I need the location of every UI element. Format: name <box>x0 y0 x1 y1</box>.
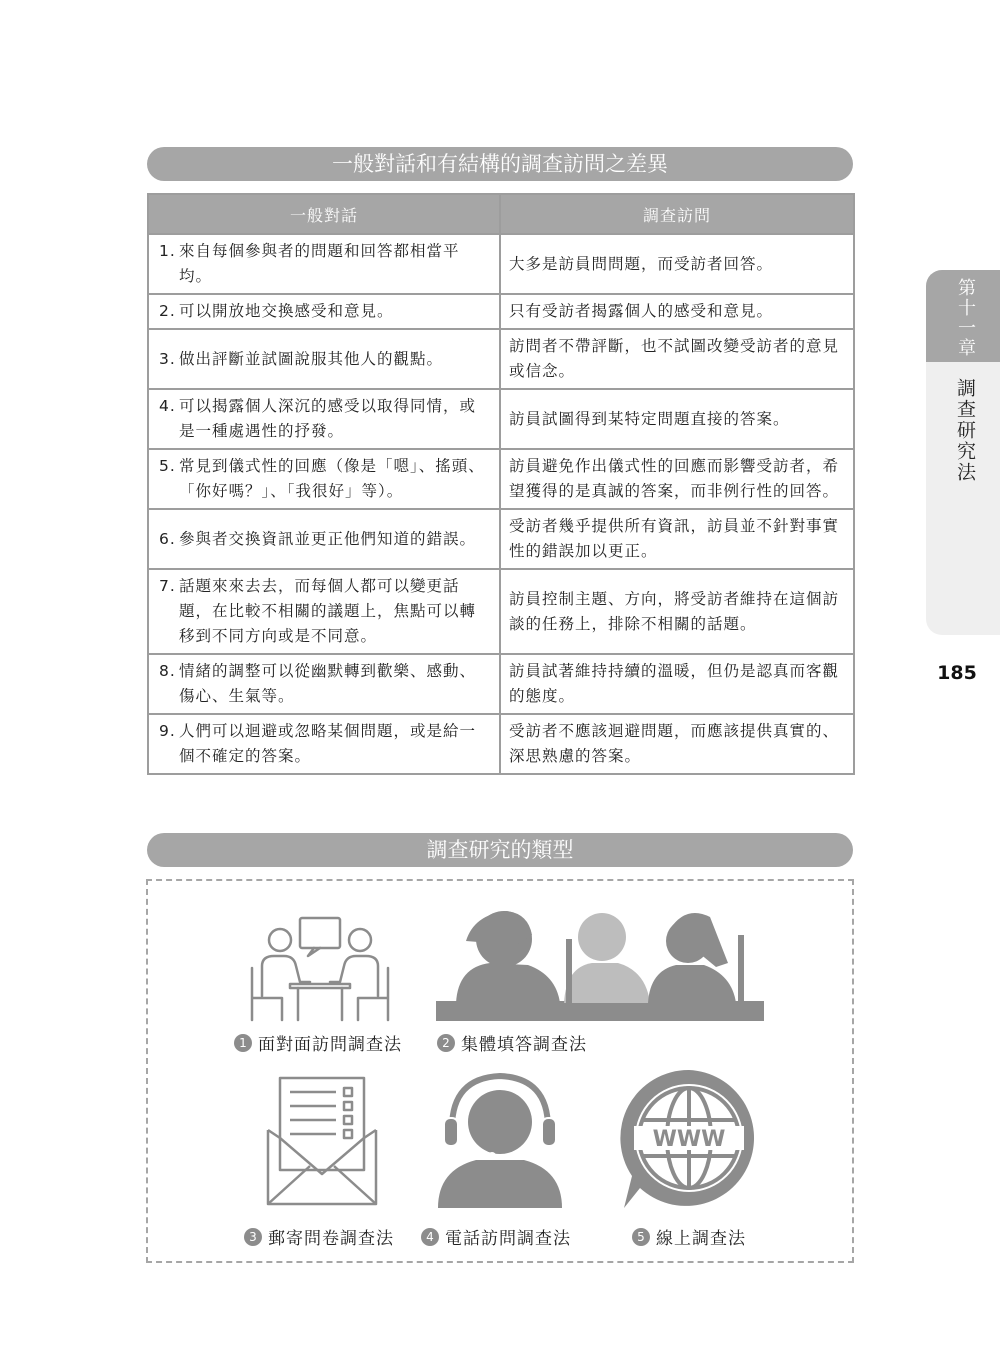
mail-envelope-icon <box>266 1076 378 1208</box>
survey-type-2-label: 集體填答調查法 <box>461 1035 587 1055</box>
item-number: 9. <box>159 722 176 740</box>
chapter-marker <box>926 270 1000 362</box>
survey-type-5-number: 5 <box>632 1228 650 1246</box>
item-number: 4. <box>159 397 176 415</box>
conversation-text: 可以揭露個人深沉的感受以取得同情，或是一種處遇性的抒發。 <box>179 397 477 440</box>
numbered-item <box>159 394 491 444</box>
conversation-cell <box>148 294 500 329</box>
item-number: 8. <box>159 662 176 680</box>
face-to-face-interview-icon <box>248 914 392 1024</box>
item-number: 6. <box>159 529 176 548</box>
conversation-cell <box>148 389 500 449</box>
numbered-item <box>159 239 491 289</box>
survey-type-2 <box>437 1030 587 1055</box>
numbered-item <box>159 454 491 504</box>
survey-type-3-label: 郵寄問卷調查法 <box>268 1229 394 1249</box>
conversation-cell <box>148 509 500 569</box>
table-row <box>148 714 854 774</box>
item-number: 5. <box>159 457 176 475</box>
types-section-title: 調查研究的類型 <box>147 833 853 867</box>
item-number: 7. <box>159 577 176 595</box>
table-row <box>148 509 854 569</box>
numbered-item <box>159 347 491 372</box>
survey-type-3-number: 3 <box>244 1228 262 1246</box>
chapter-title: 調查研究法 <box>954 378 976 483</box>
chapter-side-tab <box>926 270 1000 635</box>
survey-type-5-label: 線上調查法 <box>656 1229 746 1249</box>
table-row <box>148 389 854 449</box>
survey-cell: 訪問者不帶評斷，也不試圖改變受訪者的意見或信念。 <box>500 329 854 389</box>
table-row <box>148 234 854 294</box>
www-text: WWW <box>652 1127 726 1152</box>
survey-cell: 訪員控制主題、方向，將受訪者維持在這個訪談的任務上，排除不相關的話題。 <box>500 569 854 654</box>
conversation-cell <box>148 714 500 774</box>
table-row <box>148 329 854 389</box>
conversation-text: 情緒的調整可以從幽默轉到歡樂、感動、傷心、生氣等。 <box>179 662 477 705</box>
item-number: 3. <box>159 349 176 368</box>
conversation-text: 參與者交換資訊並更正他們知道的錯誤。 <box>179 529 477 548</box>
survey-type-4-label: 電話訪問調查法 <box>445 1229 571 1249</box>
item-number: 2. <box>159 302 176 320</box>
numbered-item <box>159 299 491 324</box>
survey-cell: 只有受訪者揭露個人的感受和意見。 <box>500 294 854 329</box>
table-row <box>148 449 854 509</box>
survey-type-4 <box>421 1224 571 1249</box>
survey-type-3 <box>244 1224 394 1249</box>
comparison-section-title: 一般對話和有結構的調查訪問之差異 <box>147 147 853 181</box>
telephone-headset-icon <box>436 1070 564 1210</box>
group-questionnaire-icon <box>436 905 764 1021</box>
column-header-conversation: 一般對話 <box>148 194 500 234</box>
survey-type-4-number: 4 <box>421 1228 439 1246</box>
comparison-table <box>147 193 855 775</box>
page-number: 185 <box>937 662 977 684</box>
table-row <box>148 294 854 329</box>
table-row <box>148 654 854 714</box>
conversation-cell <box>148 329 500 389</box>
survey-cell: 訪員避免作出儀式性的回應而影響受訪者，希望獲得的是真誠的答案，而非例行性的回答。 <box>500 449 854 509</box>
survey-cell: 訪員試著維持持續的溫暖，但仍是認真而客觀的態度。 <box>500 654 854 714</box>
survey-type-5 <box>632 1224 746 1249</box>
numbered-item <box>159 574 491 649</box>
conversation-text: 做出評斷並試圖說服其他人的觀點。 <box>179 349 444 368</box>
survey-type-1 <box>234 1030 402 1055</box>
conversation-cell <box>148 234 500 294</box>
numbered-item <box>159 719 491 769</box>
survey-cell: 受訪者不應該迴避問題，而應該提供真實的、深思熟慮的答案。 <box>500 714 854 774</box>
table-row <box>148 569 854 654</box>
conversation-text: 可以開放地交換感受和意見。 <box>179 302 394 320</box>
conversation-text: 話題來來去去，而每個人都可以變更話題，在比較不相關的議題上，焦點可以轉移到不同方向或是不同意。 <box>179 577 477 645</box>
www-globe-icon <box>618 1068 760 1212</box>
conversation-text: 來自每個參與者的問題和回答都相當平均。 <box>179 242 460 285</box>
survey-cell: 訪員試圖得到某特定問題直接的答案。 <box>500 389 854 449</box>
survey-type-2-number: 2 <box>437 1034 455 1052</box>
chapter-label: 第十一章 <box>955 278 976 358</box>
item-number: 1. <box>159 242 176 260</box>
survey-cell: 受訪者幾乎提供所有資訊，訪員並不針對事實性的錯誤加以更正。 <box>500 509 854 569</box>
conversation-cell <box>148 654 500 714</box>
conversation-text: 常見到儀式性的回應（像是「嗯」、搖頭、「你好嗎？」、「我很好」等）。 <box>179 457 485 500</box>
conversation-cell <box>148 569 500 654</box>
conversation-text: 人們可以迴避或忽略某個問題，或是給一個不確定的答案。 <box>179 722 477 765</box>
numbered-item <box>159 527 491 552</box>
table-header-row <box>148 194 854 234</box>
numbered-item <box>159 659 491 709</box>
conversation-cell <box>148 449 500 509</box>
survey-type-1-label: 面對面訪問調查法 <box>258 1035 402 1055</box>
survey-cell: 大多是訪員問問題，而受訪者回答。 <box>500 234 854 294</box>
survey-type-1-number: 1 <box>234 1034 252 1052</box>
column-header-survey: 調查訪問 <box>500 194 854 234</box>
